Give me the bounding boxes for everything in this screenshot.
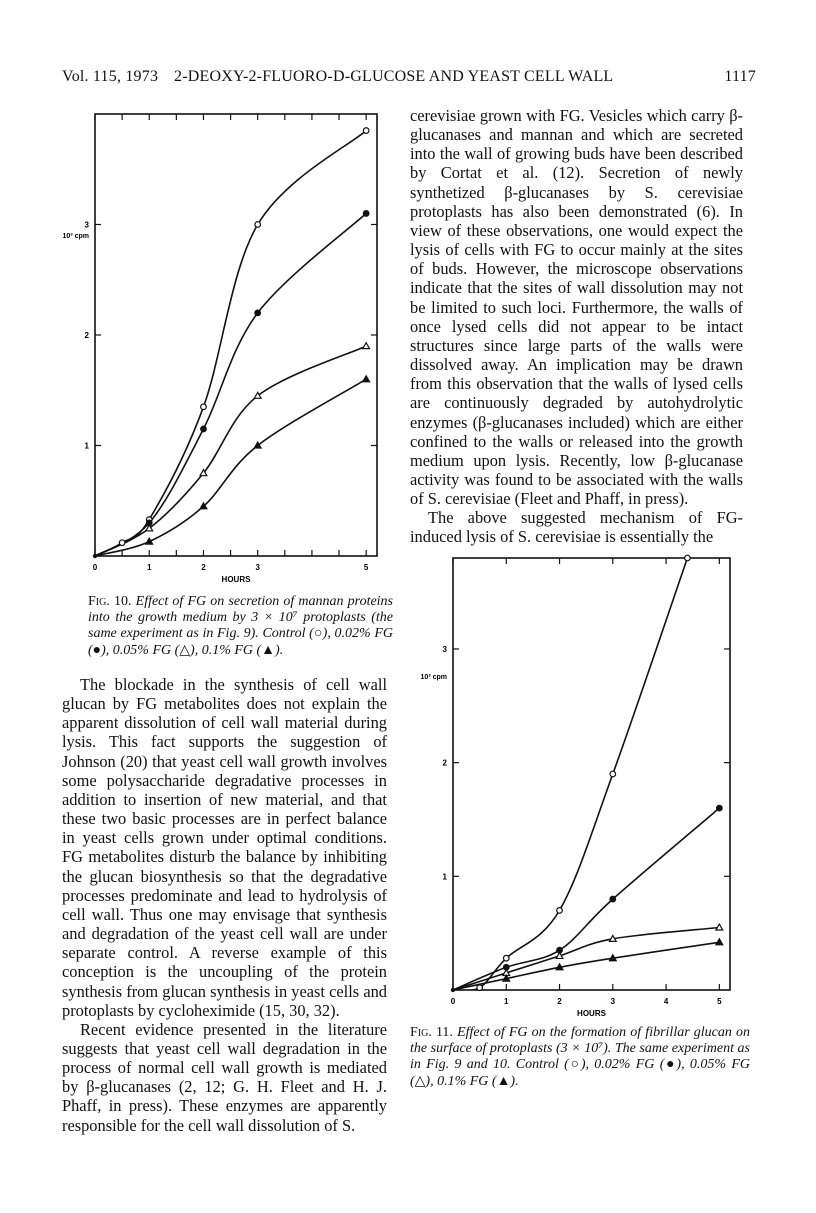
journal-volume: Vol. 115, 1973 xyxy=(62,68,159,85)
data-point-filled-circle xyxy=(201,426,207,432)
series-line-open-circle xyxy=(95,131,366,556)
y-tick-label: 1 xyxy=(84,441,89,451)
figure-10-caption xyxy=(88,594,393,659)
data-point-open-circle xyxy=(363,128,369,134)
y-tick-label: 3 xyxy=(442,644,447,654)
data-point-filled-triangle xyxy=(609,955,616,961)
plot-frame xyxy=(453,558,730,990)
plot-area xyxy=(63,114,377,584)
x-tick-label: 0 xyxy=(450,997,456,1006)
origin-point xyxy=(451,988,455,992)
y-axis-label: 10³ cpm xyxy=(420,673,447,681)
series-line-open-triangle xyxy=(95,346,366,556)
data-point-filled-circle xyxy=(717,805,723,811)
data-point-open-circle xyxy=(201,404,207,410)
data-point-filled-triangle xyxy=(146,538,153,544)
x-tick-label: 2 xyxy=(201,563,206,572)
x-tick-label: 3 xyxy=(255,563,260,572)
y-tick-label: 2 xyxy=(84,331,89,340)
series-line-filled-triangle xyxy=(95,379,366,556)
x-tick-label: 1 xyxy=(147,563,152,572)
right-column-text xyxy=(410,106,743,547)
x-tick-label: 4 xyxy=(663,997,669,1006)
x-tick-label: 0 xyxy=(92,563,98,572)
origin-point xyxy=(93,554,97,558)
data-point-open-circle xyxy=(685,555,691,561)
figure-10-label: Fig. 10. xyxy=(88,594,132,609)
data-point-open-circle xyxy=(255,222,261,228)
data-point-open-triangle xyxy=(716,924,723,930)
figure-11-label: Fig. 11. xyxy=(410,1025,453,1040)
y-axis-label: 10³ cpm xyxy=(62,232,89,240)
x-tick-label: 3 xyxy=(610,997,616,1006)
figure-11-chart xyxy=(405,548,765,1018)
series-line-open-triangle xyxy=(453,928,719,991)
page-header xyxy=(62,68,756,88)
data-point-filled-circle xyxy=(255,310,261,316)
y-tick-label: 1 xyxy=(442,872,447,882)
series-line-filled-triangle xyxy=(453,942,719,990)
data-point-filled-triangle xyxy=(556,964,563,970)
data-point-open-circle xyxy=(557,908,563,914)
data-point-open-circle xyxy=(610,771,616,777)
plot-area xyxy=(421,555,730,1018)
data-point-open-circle xyxy=(119,540,125,546)
left-column-text xyxy=(62,675,387,1135)
paragraph: The above suggested mechanism of FG-induced lysis of S. cerevisiae is essentially the xyxy=(410,508,743,547)
data-point-filled-circle xyxy=(363,211,369,217)
data-point-open-circle xyxy=(477,985,483,991)
series-line-filled-circle xyxy=(95,213,366,556)
x-axis-label: HOURS xyxy=(221,575,251,584)
x-tick-label: 5 xyxy=(363,563,369,572)
x-tick-label: 2 xyxy=(557,997,562,1006)
data-point-open-triangle xyxy=(363,343,370,349)
data-point-filled-circle xyxy=(610,896,616,902)
data-point-filled-triangle xyxy=(503,975,510,981)
running-title: 2-DEOXY-2-FLUORO-D-GLUCOSE AND YEAST CELL WALL xyxy=(174,68,614,85)
figure-10-caption-text: Effect of FG on secretion of mannan proteins into the growth medium by 3 × 10⁷ protoplasts (the same experiment as in Fig. 9). Control (○), 0.02% FG (●), 0.05% FG (△), 0.1% FG (▲). xyxy=(88,594,394,658)
data-point-open-triangle xyxy=(556,952,563,958)
data-point-open-circle xyxy=(503,955,509,961)
y-tick-label: 2 xyxy=(442,758,447,768)
data-point-open-triangle xyxy=(609,935,616,941)
x-tick-label: 1 xyxy=(504,997,509,1006)
figure-10-chart xyxy=(55,100,400,590)
data-point-filled-triangle xyxy=(716,939,723,945)
y-tick-label: 3 xyxy=(84,220,89,230)
page-number: 1117 xyxy=(724,68,756,85)
x-axis-label: HOURS xyxy=(577,1009,606,1018)
figure-11-caption xyxy=(410,1025,750,1090)
x-tick-label: 5 xyxy=(717,997,722,1006)
paragraph: Recent evidence presented in the literature suggests that yeast cell wall degradation in the process of normal cell wall growth is mediated by β-glucanases (2, 12; G. H. Fleet and H. J. Phaff, in press). These enzymes are apparently responsible for the cell wall dissolution of S. xyxy=(62,1019,387,1135)
plot-frame xyxy=(95,114,377,556)
figure-11-caption-text: Effect of FG on the formation of fibrillar glucan on the surface of protoplasts (3 × 10⁷). The same experiment as in Fig. 9 and 10. Control (○), 0.02% FG (●), 0.05% FG (△), 0.1% FG (▲). xyxy=(410,1025,750,1089)
paragraph: The blockade in the synthesis of cell wall glucan by FG metabolites does not explain the apparent dissolution of cell wall material during lysis. This fact supports the suggestion of Johnson (20) that yeast cell wall growth involves some polysaccharide degradative processes in addition to insertion of new material, and that these two basic processes are in perfect balance in yeast cells grown under optimal conditions. FG metabolites disturb the balance by inhibiting the glucan biosynthesis so that the degradative processes predominate and lead to hydrolysis of cell wall. Thus one may envisage that synthesis and degradation of the yeast cell wall are under separate control. A reverse example of this conception is the uncoupling of the protein synthesis from glucan synthesis in yeast cells and protoplasts by cycloheximide (15, 30, 32). xyxy=(62,675,387,1020)
series-line-open-circle xyxy=(453,558,687,991)
data-point-filled-triangle xyxy=(363,376,370,382)
paragraph: cerevisiae grown with FG. Vesicles which carry β-glucanases and mannan and which are secreted into the wall of growing buds have been described by Cortat et al. (12). Secretion of newly synthetized β-glucanases by S. cerevisiae protoplasts has also been demonstrated (6). In view of these observations, one would expect the lysis of cells with FG to occur mainly at the sites of buds. However, the microscope observations indicate that the sites of wall dissolution may not be limited to such loci. Furthermore, the walls of once lysed cells did not appear to be intact structures since large parts of the walls were dissolved away. An implication may be drawn from this observation that the walls of lysed cells are continuously degraded by autohydrolytic enzymes (β-glucanases included) which are either confined to the walls or released into the growth medium upon lysis. Recently, low β-glucanase activity was found to be associated with the walls of S. cerevisiae (Fleet and Phaff, in press). xyxy=(410,106,743,509)
